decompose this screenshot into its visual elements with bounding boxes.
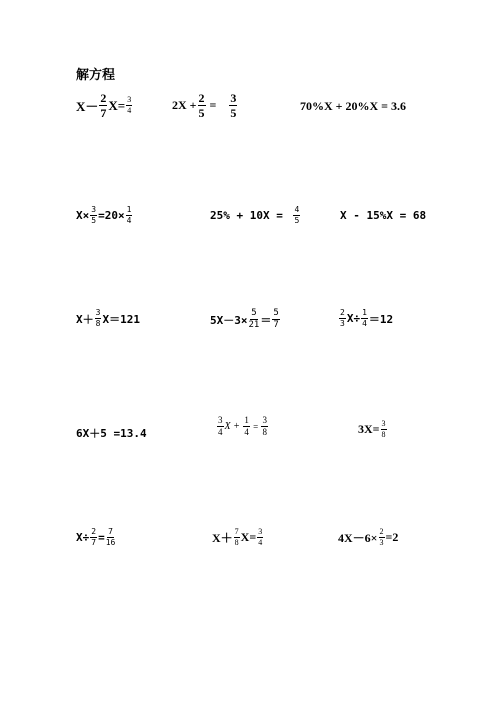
eq14-f2-denominator: 4: [258, 538, 263, 547]
eq13-f2-numerator: 7: [108, 527, 113, 536]
eq4-f1-denominator: 5: [91, 216, 97, 225]
eq9-part-a: X÷: [346, 312, 361, 325]
eq11-f2-numerator: 1: [244, 415, 249, 425]
eq1-f1-numerator: 2: [100, 91, 107, 105]
equation-15: [338, 528, 398, 547]
page-title: 解方程: [76, 67, 116, 82]
eq9-f1-numerator: 2: [340, 308, 345, 317]
eq14-part-a: X＋: [212, 531, 233, 545]
eq1-f2-numerator: 3: [127, 95, 132, 104]
eq10-text: 6X＋5 =13.4: [76, 427, 147, 440]
eq5-fraction-1: [293, 206, 300, 225]
eq8-f1-denominator: 21: [248, 320, 260, 330]
equation-6: [340, 209, 426, 222]
equation-8: [210, 309, 281, 330]
eq4-f1-numerator: 3: [91, 205, 97, 214]
equation-11: [216, 416, 269, 437]
eq11-f3-numerator: 3: [262, 415, 267, 425]
eq2-part-a: 2X +: [172, 98, 197, 112]
eq2-f2-denominator: 5: [230, 106, 237, 120]
eq9-fraction-1: [339, 309, 346, 328]
eq11-f2-denominator: 4: [244, 427, 249, 437]
eq14-f1-numerator: 7: [234, 527, 239, 536]
eq7-f1-numerator: 3: [95, 308, 101, 317]
eq5-f1-numerator: 4: [294, 205, 300, 214]
eq1-f1-denominator: 7: [100, 106, 107, 120]
eq13-f1-denominator: 7: [91, 538, 97, 547]
eq9-part-b: ＝12: [368, 312, 394, 326]
eq14-f2-numerator: 3: [258, 527, 263, 536]
eq13-part-a: X÷: [76, 531, 90, 544]
equation-1: [76, 92, 133, 119]
eq8-f2-numerator: 5: [273, 308, 279, 318]
eq4-part-b: =20×: [98, 209, 125, 222]
eq11-f3-denominator: 8: [262, 427, 267, 437]
eq15-part-b: =2: [385, 530, 399, 544]
eq4-f2-denominator: 4: [126, 216, 132, 225]
eq1-fraction-1: [99, 92, 107, 119]
eq12-part-a: 3X=: [358, 422, 380, 436]
eq8-fraction-1: [249, 309, 260, 330]
equation-4: [76, 206, 133, 225]
eq4-f2-numerator: 1: [126, 205, 132, 214]
eq11-f1-denominator: 4: [218, 427, 223, 437]
eq4-fraction-1: [90, 206, 97, 225]
eq4-fraction-2: [126, 206, 133, 225]
eq2-part-b: =: [206, 98, 220, 112]
eq1-fraction-2: [126, 96, 132, 115]
eq8-f1-numerator: 5: [251, 308, 257, 318]
eq15-part-a: 4X－6×: [338, 531, 378, 545]
eq15-f1-numerator: 2: [379, 527, 384, 536]
equation-12: [358, 420, 388, 439]
eq1-part-a: X－: [76, 99, 99, 114]
eq13-f1-numerator: 2: [91, 527, 97, 536]
eq11-f1-numerator: 3: [218, 415, 223, 425]
eq2-f1-denominator: 5: [198, 106, 205, 120]
eq8-part-b: ＝: [260, 313, 272, 327]
eq11-fraction-3: [261, 416, 268, 437]
eq12-f1-numerator: 3: [381, 419, 386, 428]
equation-5: [210, 206, 301, 225]
eq7-f1-denominator: 8: [95, 319, 101, 328]
eq14-f1-denominator: 8: [234, 538, 239, 547]
eq7-part-a: X＋: [76, 312, 94, 326]
eq14-fraction-1: [234, 528, 240, 547]
equation-9: [338, 309, 393, 328]
eq6-text: X - 15%X = 68: [340, 209, 427, 222]
equation-7: [76, 309, 140, 328]
eq12-fraction-1: [381, 420, 387, 439]
eq11-fraction-1: [217, 416, 224, 437]
eq11-part-b: =: [250, 421, 261, 432]
eq3-text: 70%X + 20%X = 3.6: [300, 99, 407, 113]
eq13-fraction-2: [106, 528, 116, 547]
equation-3: [300, 99, 406, 114]
eq2-f1-numerator: 2: [198, 91, 205, 105]
eq11-part-a: X +: [224, 421, 243, 432]
eq7-fraction-1: [95, 309, 102, 328]
equation-13: [76, 528, 116, 547]
eq14-part-b: X=: [240, 530, 257, 544]
eq8-f2-denominator: 7: [273, 320, 279, 330]
equation-14: [212, 528, 264, 547]
eq13-fraction-1: [90, 528, 97, 547]
eq8-fraction-2: [272, 309, 279, 330]
eq5-f1-denominator: 5: [294, 216, 300, 225]
eq9-f2-numerator: 1: [362, 308, 367, 317]
eq9-f2-denominator: 4: [362, 319, 367, 328]
eq2-fraction-2: [229, 92, 237, 119]
eq7-part-b: X＝121: [102, 312, 140, 326]
eq2-f2-numerator: 3: [230, 91, 237, 105]
eq13-part-b: =: [98, 531, 105, 544]
eq15-fraction-1: [379, 528, 385, 547]
eq11-fraction-2: [243, 416, 250, 437]
eq5-part-a: 25% + 10X =: [210, 209, 290, 222]
eq1-f2-denominator: 4: [127, 106, 132, 115]
eq8-part-a: 5X－3×: [210, 313, 248, 327]
eq13-f2-denominator: 16: [105, 538, 116, 547]
equation-2: [172, 92, 238, 119]
eq9-f1-denominator: 3: [340, 319, 345, 328]
eq9-fraction-2: [361, 309, 368, 328]
eq15-f1-denominator: 3: [379, 538, 384, 547]
eq1-part-b: X=: [108, 97, 126, 113]
eq4-part-a: X×: [76, 209, 90, 222]
eq2-fraction-1: [198, 92, 206, 119]
equation-10: [76, 425, 147, 441]
eq12-f1-denominator: 8: [381, 430, 386, 439]
eq14-fraction-2: [257, 528, 263, 547]
